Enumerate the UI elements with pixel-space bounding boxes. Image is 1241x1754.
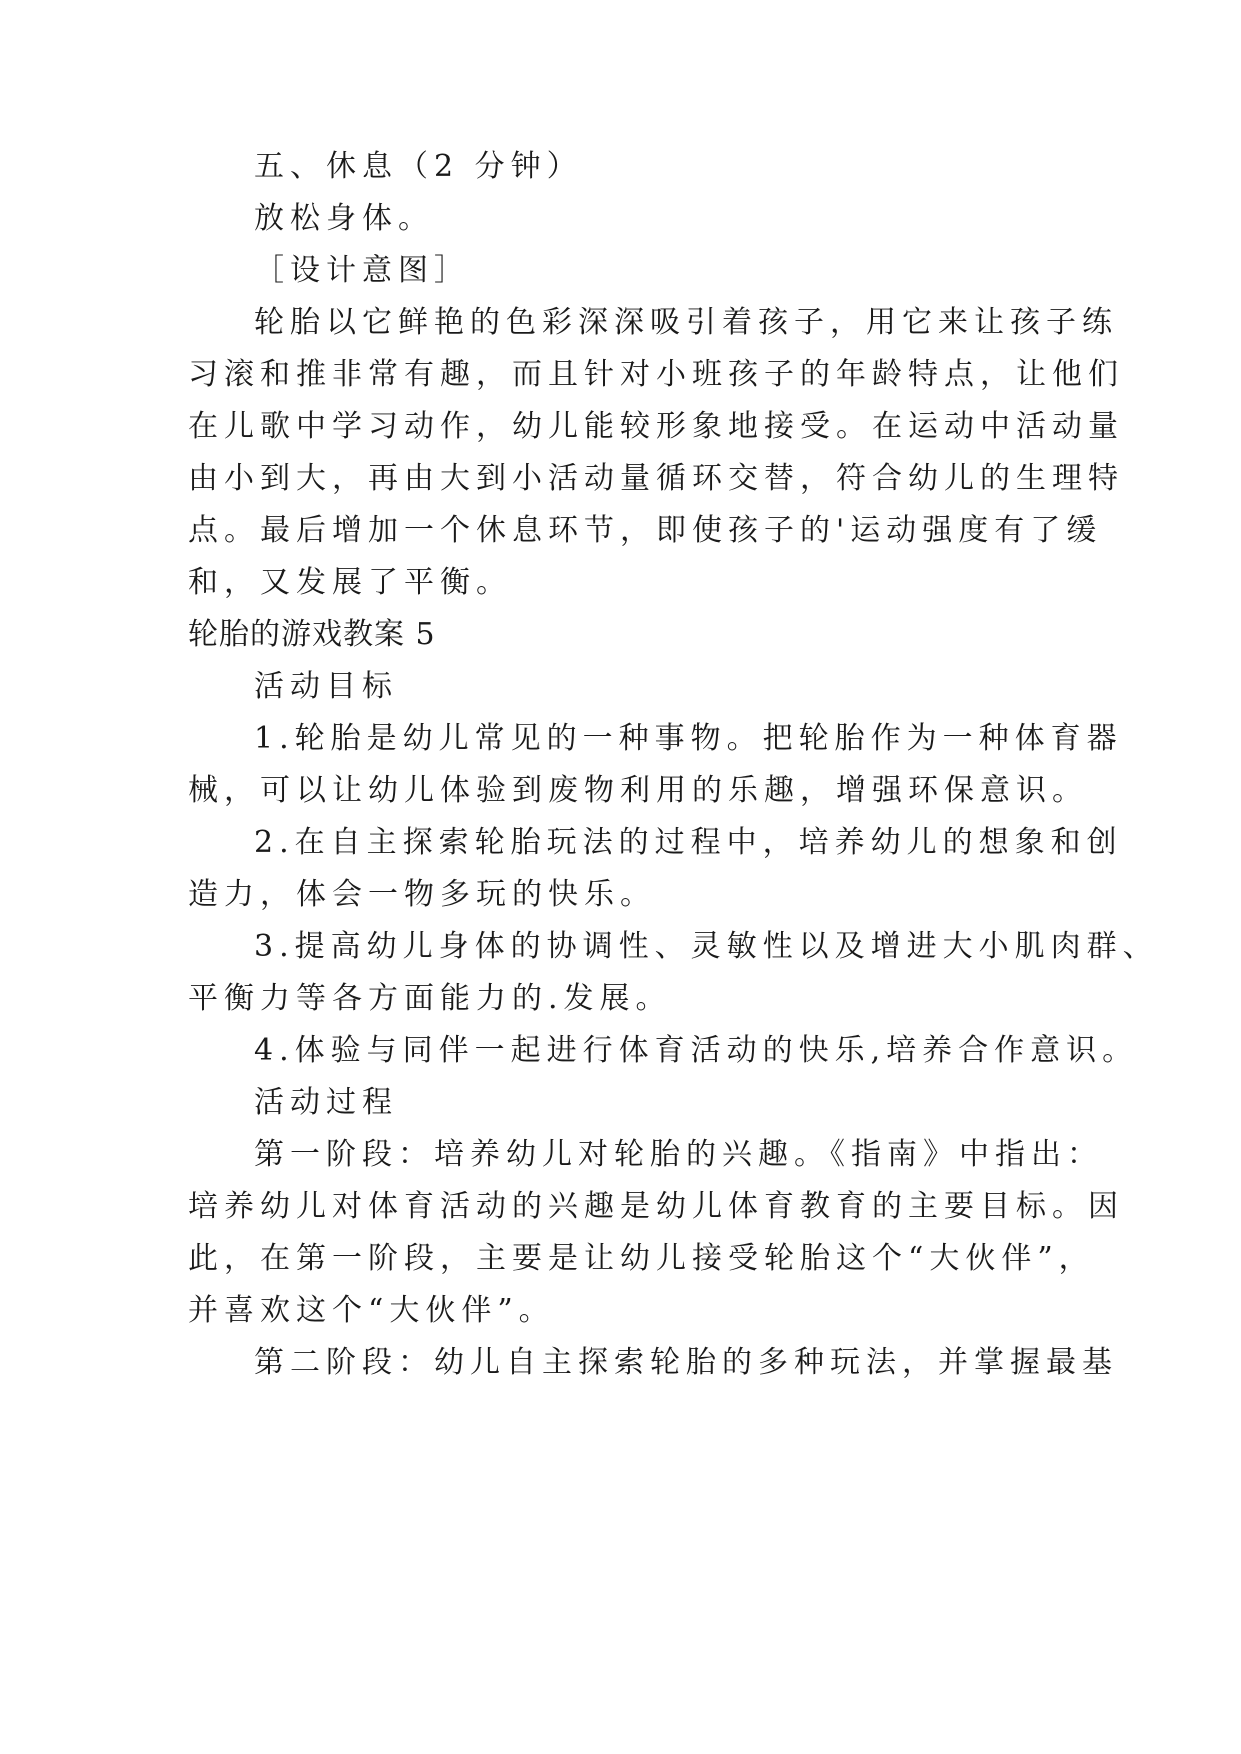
paragraph-line: 在儿歌中学习动作，幼儿能较形象地接受。在运动中活动量 [188, 409, 1124, 444]
paragraph-line: 习滚和推非常有趣，而且针对小班孩子的年龄特点，让他们 [188, 357, 1124, 392]
paragraph-line: 平衡力等各方面能力的.发展。 [188, 981, 672, 1016]
paragraph-line: 3.提高幼儿身体的协调性、灵敏性以及增进大小肌肉群、 [254, 929, 1159, 964]
paragraph-line: 4.体验与同伴一起进行体育活动的快乐,培养合作意识。 [254, 1033, 1139, 1068]
paragraph-line: 并喜欢这个“大伙伴”。 [188, 1293, 555, 1328]
paragraph-line: 第一阶段：培养幼儿对轮胎的兴趣。《指南》中指出： [254, 1137, 1103, 1172]
paragraph-line: 1.轮胎是幼儿常见的一种事物。把轮胎作为一种体育器 [254, 721, 1123, 756]
paragraph-line: 培养幼儿对体育活动的兴趣是幼儿体育教育的主要目标。因 [188, 1189, 1124, 1224]
paragraph-line: 点。最后增加一个休息环节，即使孩子的'运动强度有了缓 [188, 513, 1103, 548]
paragraph-line: 放松身体。 [254, 201, 434, 236]
paragraph-line: 2.在自主探索轮胎玩法的过程中，培养幼儿的想象和创 [254, 825, 1123, 860]
section-heading-rest: 五、休息（2 分钟） [254, 149, 583, 184]
paragraph-line: 轮胎以它鲜艳的色彩深深吸引着孩子，用它来让孩子练 [254, 305, 1118, 340]
paragraph-line: 造力，体会一物多玩的快乐。 [188, 877, 656, 912]
paragraph-line: 和，又发展了平衡。 [188, 565, 512, 600]
section-heading-design-intent: ［设计意图］ [254, 253, 470, 288]
paragraph-line: 第二阶段：幼儿自主探索轮胎的多种玩法，并掌握最基 [254, 1345, 1118, 1380]
section-heading-goals: 活动目标 [254, 669, 398, 704]
paragraph-line: 械，可以让幼儿体验到废物利用的乐趣，增强环保意识。 [188, 773, 1088, 808]
paragraph-line: 由小到大，再由大到小活动量循环交替，符合幼儿的生理特 [188, 461, 1124, 496]
paragraph-line: 此，在第一阶段，主要是让幼儿接受轮胎这个“大伙伴”， [188, 1241, 1095, 1276]
section-heading-process: 活动过程 [254, 1085, 398, 1120]
lesson-plan-title: 轮胎的游戏教案 5 [188, 617, 436, 652]
